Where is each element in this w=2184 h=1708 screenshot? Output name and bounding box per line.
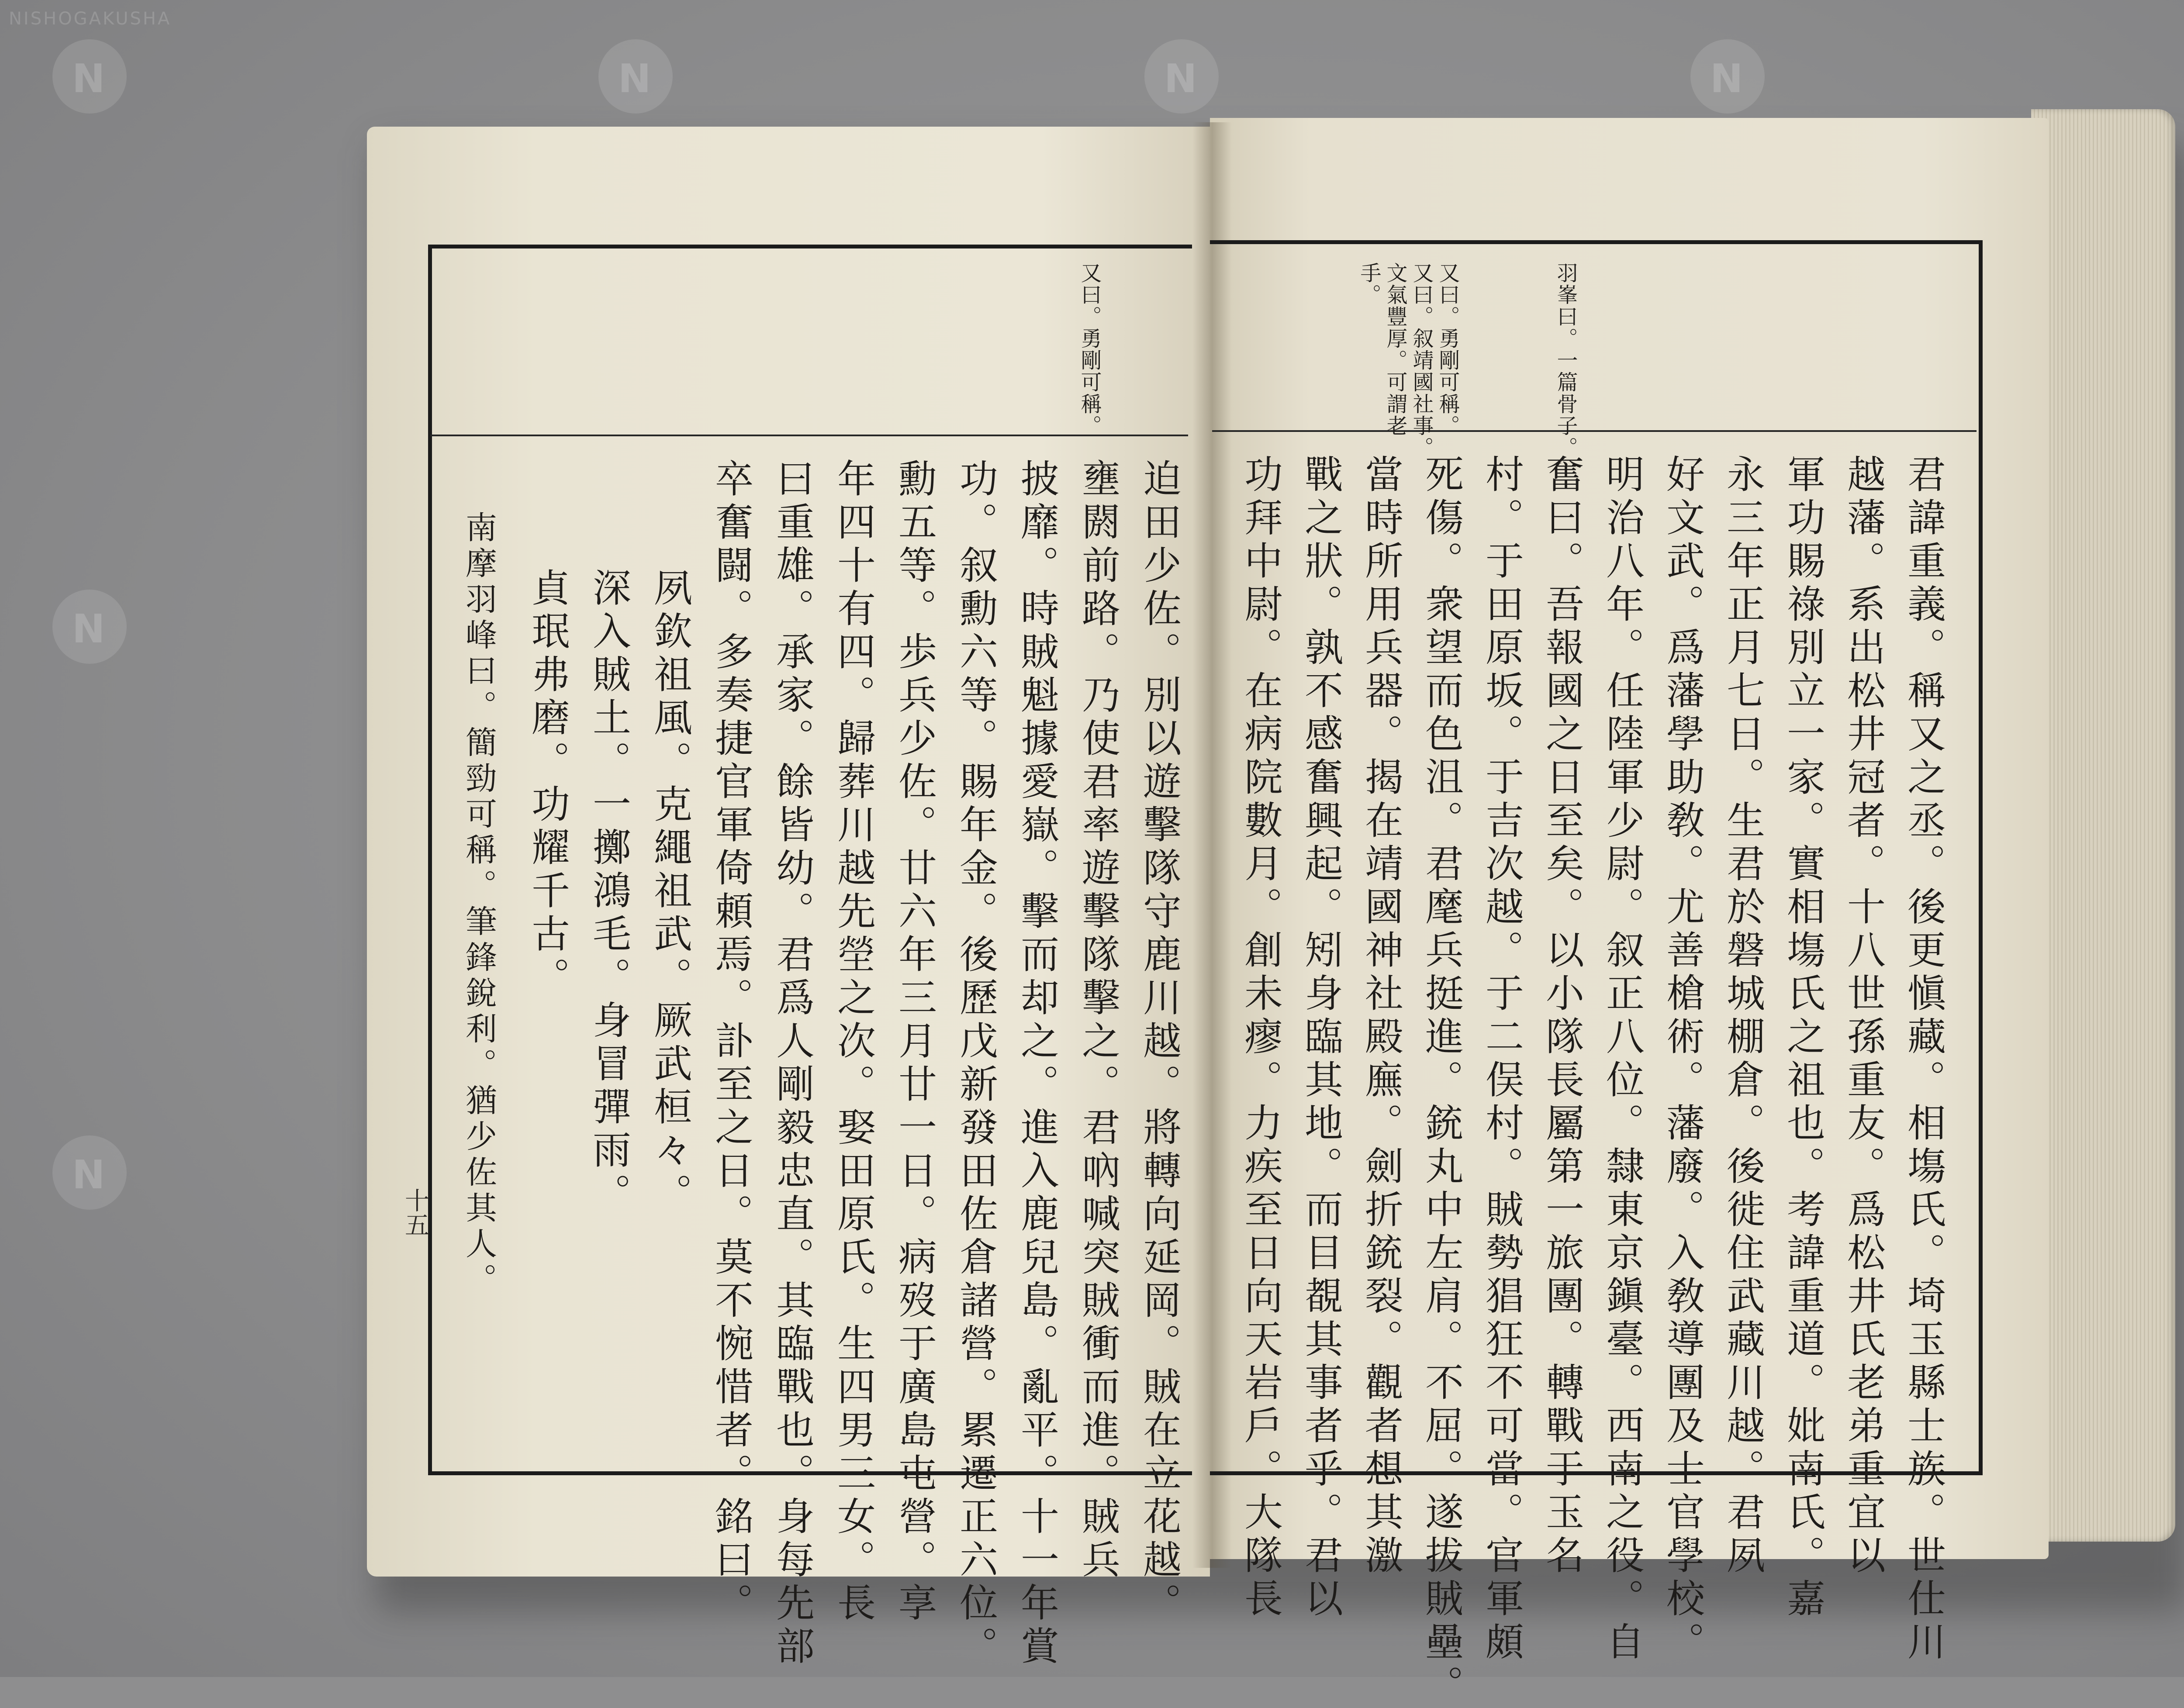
left-body-column: 迫田少佐。別以遊擊隊守鹿川越。將轉向延岡。賊在立花越。 (1137, 459, 1182, 1626)
margin-commentary: 南摩羽峰曰。簡勁可稱。筆鋒銳利。猶少佐其人。 (460, 511, 497, 1299)
right-body-column: 好文武。爲藩學助敎。尤善槍術。藩廢。入敎導團及士官學校。 (1660, 454, 1705, 1665)
right-body-column: 永三年正月七日。生君於磐城棚倉。後徙住武藏川越。君夙 (1721, 454, 1766, 1578)
left-body-column: 披靡。時賊魁據愛嶽。擊而却之。進入鹿兒島。亂平。十一年賞 (1015, 459, 1060, 1669)
inscription-column: 深入賊土。一擲鴻毛。身冒彈雨。 (587, 568, 632, 1216)
watermark-logo-icon: N (52, 590, 127, 664)
watermark-text: NISHOGAKUSHA (9, 9, 172, 29)
right-head-note: 羽峯曰。一篇骨子。 (1553, 262, 1578, 459)
book-fore-edge (2031, 109, 2175, 1542)
right-body-column: 奮曰。吾報國之日至矣。以小隊長屬第一旅團。轉戰于玉名 (1540, 454, 1585, 1578)
right-body-column: 戰之狀。孰不感奮興起。矧身臨其地。而目覩其事者乎。君以 (1299, 454, 1344, 1622)
left-body-column: 功。叙勳六等。賜年金。後歷戊新發田佐倉諸營。累遷正六位。 (954, 459, 999, 1669)
right-head-note: 又曰。勇剛可稱。 (1435, 262, 1460, 437)
left-body-column: 卒奮闘。多奏捷官軍倚頼焉。訃至之日。莫不惋惜者。銘曰。 (709, 459, 754, 1626)
right-body-column: 明治八年。任陸軍少尉。叙正八位。隸東京鎭臺。西南之役。自 (1600, 454, 1645, 1665)
inscription-column: 貞珉弗磨。功耀千古。 (525, 568, 570, 1000)
inscription-column: 夙欽祖風。克繩祖武。厥武桓々。 (648, 568, 693, 1216)
right-head-note: 文氣豐厚。可謂老 (1383, 262, 1407, 437)
left-head-note: 又曰。勇剛可稱。 (1077, 262, 1102, 437)
right-head-note: 又曰。叙靖國社事。 (1409, 262, 1434, 459)
watermark-logo-icon: N (598, 39, 673, 114)
right-head-rule (1212, 430, 1977, 432)
watermark-logo-icon: N (1144, 39, 1219, 114)
left-body-column: 曰重雄。承家。餘皆幼。君爲人剛毅忠直。其臨戰也。身每先部 (770, 459, 815, 1669)
right-body-column: 軍功賜祿別立一家。實相塲氏之祖也。考諱重道。妣南氏。嘉 (1781, 454, 1826, 1622)
right-head-note: 手。 (1357, 262, 1381, 306)
right-body-column: 死傷。衆望而色沮。君麾兵挺進。銃丸中左肩。不屈。遂拔賊壘。 (1419, 454, 1464, 1708)
right-body-column: 當時所用兵器。揭在靖國神社殿廡。劍折銃裂。觀者想其激 (1359, 454, 1404, 1578)
watermark-logo-icon: N (52, 1135, 127, 1210)
left-body-column: 壅閼前路。乃使君率遊擊隊擊之。君吶喊突賊衝而進。賊兵 (1076, 459, 1121, 1583)
watermark-logo-icon: N (52, 39, 127, 114)
page-number: 十五 (401, 1188, 429, 1237)
right-body-column: 越藩。系出松井冠者。十八世孫重友。爲松井氏老弟重宜以 (1841, 454, 1886, 1578)
right-body-column: 君諱重義。稱又之丞。後更愼藏。相塲氏。埼玉縣士族。世仕川 (1901, 454, 1946, 1665)
left-body-column: 勳五等。歩兵少佐。廿六年三月廿一日。病歿于廣島屯營。享 (892, 459, 937, 1626)
right-body-column: 功拜中尉。在病院數月。創未瘳。力疾至日向天岩戶。大隊長 (1238, 454, 1283, 1622)
left-head-rule (430, 435, 1188, 436)
left-body-column: 年四十有四。歸葬川越先塋之次。娶田原氏。生四男三女。長 (831, 459, 876, 1626)
right-body-column: 村。于田原坂。于吉次越。于二俣村。賊勢猖狂不可當。官軍頗 (1479, 454, 1524, 1665)
watermark-logo-icon: N (1690, 39, 1765, 114)
